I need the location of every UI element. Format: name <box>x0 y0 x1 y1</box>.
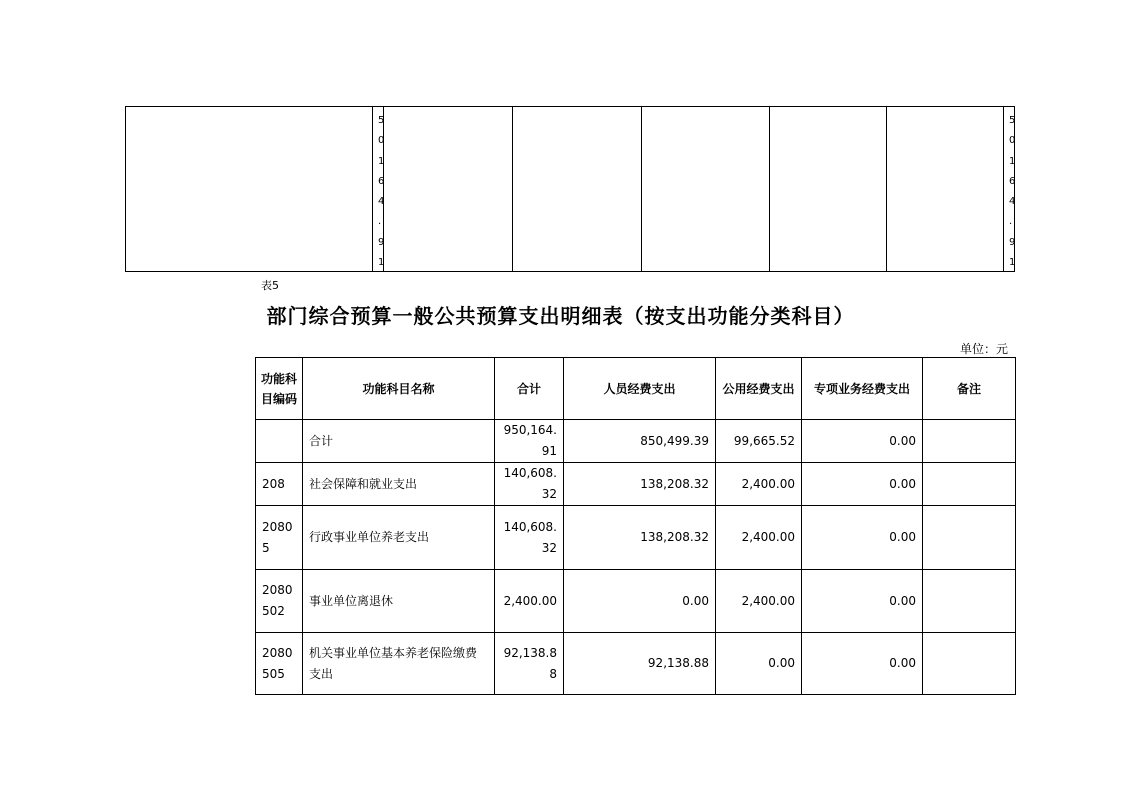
cell-public: 2,400.00 <box>716 506 802 570</box>
header-special: 专项业务经费支出 <box>802 358 923 420</box>
cell-remark <box>923 570 1016 633</box>
clipped-digit: 1 <box>378 257 384 269</box>
cell-name: 机关事业单位基本养老保险缴费支出 <box>303 633 495 695</box>
cell-code: 208 <box>256 463 303 506</box>
clipped-digit: . <box>1009 216 1013 228</box>
previous-table-fragment <box>125 106 1015 272</box>
column-divider <box>1003 107 1004 271</box>
column-divider <box>372 107 373 271</box>
cell-name: 行政事业单位养老支出 <box>303 506 495 570</box>
cell-code: 2080502 <box>256 570 303 633</box>
header-name: 功能科目名称 <box>303 358 495 420</box>
clipped-digit: 5 <box>1009 115 1015 126</box>
clipped-digit: . <box>378 216 382 228</box>
header-personnel: 人员经费支出 <box>564 358 716 420</box>
cell-code: 20805 <box>256 506 303 570</box>
table-row <box>256 570 1016 633</box>
cell-remark <box>923 506 1016 570</box>
header-public: 公用经费支出 <box>716 358 802 420</box>
cell-public: 2,400.00 <box>716 570 802 633</box>
clipped-digit: 0 <box>378 135 384 147</box>
expenditure-table <box>255 357 1016 695</box>
clipped-digit: 1 <box>1009 257 1015 269</box>
clipped-number-column <box>1009 111 1015 273</box>
column-divider <box>641 107 642 271</box>
clipped-digit: 4 <box>378 196 384 208</box>
cell-personnel: 0.00 <box>564 570 716 633</box>
table-header-row <box>256 358 1016 420</box>
cell-total: 92,138.88 <box>495 633 564 695</box>
column-divider <box>886 107 887 271</box>
cell-code: 2080505 <box>256 633 303 695</box>
cell-total: 140,608.32 <box>495 506 564 570</box>
header-total: 合计 <box>495 358 564 420</box>
table-number: 表5 <box>261 279 279 292</box>
cell-remark <box>923 463 1016 506</box>
header-remark: 备注 <box>923 358 1016 420</box>
clipped-digit: 1 <box>378 155 384 167</box>
cell-public: 99,665.52 <box>716 420 802 463</box>
table-row <box>256 633 1016 695</box>
cell-public: 0.00 <box>716 633 802 695</box>
table-row <box>256 506 1016 570</box>
cell-special: 0.00 <box>802 570 923 633</box>
cell-special: 0.00 <box>802 506 923 570</box>
cell-special: 0.00 <box>802 633 923 695</box>
table-row <box>256 420 1016 463</box>
cell-special: 0.00 <box>802 420 923 463</box>
unit-label: 单位：元 <box>959 342 1008 356</box>
clipped-digit: 9 <box>378 236 384 248</box>
cell-remark <box>923 633 1016 695</box>
cell-code <box>256 420 303 463</box>
cell-total: 950,164.91 <box>495 420 564 463</box>
cell-personnel: 92,138.88 <box>564 633 716 695</box>
clipped-digit: 1 <box>1009 155 1015 167</box>
page-title: 部门综合预算一般公共预算支出明细表（按支出功能分类科目） <box>266 304 855 328</box>
cell-name: 事业单位离退休 <box>303 570 495 633</box>
cell-personnel: 138,208.32 <box>564 463 716 506</box>
cell-total: 2,400.00 <box>495 570 564 633</box>
clipped-digit: 9 <box>1009 236 1015 248</box>
cell-remark <box>923 420 1016 463</box>
cell-personnel: 850,499.39 <box>564 420 716 463</box>
cell-total: 140,608.32 <box>495 463 564 506</box>
cell-public: 2,400.00 <box>716 463 802 506</box>
cell-personnel: 138,208.32 <box>564 506 716 570</box>
clipped-digit: 6 <box>378 175 384 187</box>
table-row <box>256 463 1016 506</box>
header-code: 功能科目编码 <box>256 358 303 420</box>
cell-name: 社会保障和就业支出 <box>303 463 495 506</box>
column-divider <box>383 107 384 271</box>
cell-name: 合计 <box>303 420 495 463</box>
clipped-digit: 5 <box>378 115 384 126</box>
column-divider <box>769 107 770 271</box>
clipped-digit: 4 <box>1009 196 1015 208</box>
column-divider <box>512 107 513 271</box>
cell-special: 0.00 <box>802 463 923 506</box>
clipped-digit: 6 <box>1009 175 1015 187</box>
clipped-digit: 0 <box>1009 135 1015 147</box>
